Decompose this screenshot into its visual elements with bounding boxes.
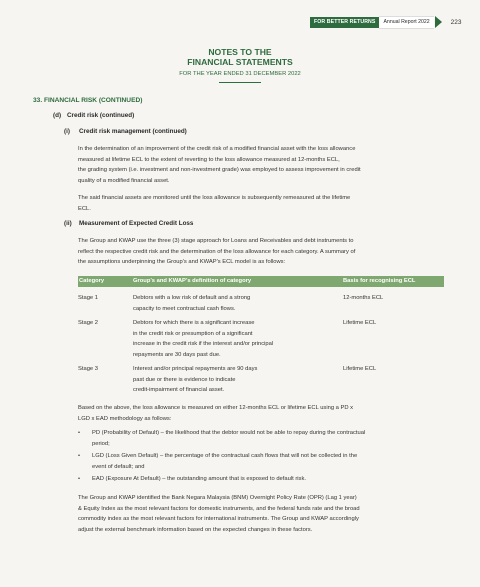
subsection-ii-heading: [64, 220, 193, 227]
table-cell-category: Stage 2: [78, 320, 98, 326]
page-title-line2: FINANCIAL STATEMENTS: [187, 57, 293, 67]
text-line: the assumptions underpinning the Group’s and KWAP’s ECL model is as follows:: [78, 259, 286, 265]
page-title-line1: NOTES TO THE: [208, 47, 272, 57]
header-report-title: Annual Report 2022: [379, 16, 433, 29]
list-item-text: [92, 451, 444, 472]
text-line: Debtors with a low risk of default and a strong: [133, 295, 251, 301]
table-cell-basis: Lifetime ECL: [343, 366, 377, 372]
subsection-d-title: Credit risk (continued): [67, 112, 135, 119]
text-line: The Group and KWAP use the three (3) stage approach for Loans and Receivables and debt instruments to: [78, 238, 354, 244]
subsection-d-heading: [53, 112, 134, 119]
subsection-ii-title: Measurement of Expected Credit Loss: [79, 220, 194, 227]
text-line: past due or there is evidence to indicate: [133, 376, 236, 383]
bullet-icon: •: [78, 476, 81, 482]
paragraph-modified-asset: [78, 144, 444, 186]
subsection-i-title: Credit risk management (continued): [79, 128, 187, 135]
section-heading: [33, 97, 142, 104]
section-number: 33.: [33, 97, 43, 104]
table-cell-definition: [133, 364, 333, 396]
text-line: ECL.: [78, 205, 91, 212]
text-line: EAD (Exposure At Default) – the outstanding amount that is exposed to default risk.: [92, 476, 306, 482]
text-line: Debtors for which there is a significant increase: [133, 320, 255, 326]
text-line: increase in the credit risk if the interest and/or principal: [133, 341, 274, 347]
table-header-category: Category: [79, 278, 105, 284]
text-line: quality of a modified financial asset.: [78, 177, 170, 184]
page-subtitle: FOR THE YEAR ENDED 31 DECEMBER 2022: [179, 71, 301, 77]
text-line: PD (Probability of Default) – the likelihood that the debtor would not be able to repay during the contractual: [92, 430, 366, 436]
text-line: & Equity Index as the most relevant factors for domestic instruments, and the federal funds rate and the broad: [78, 505, 360, 512]
bullet-icon: •: [78, 430, 81, 436]
text-line: capacity to meet contractual cash flows.: [133, 305, 236, 312]
running-header: [310, 15, 461, 29]
subsection-i-mark: (i): [64, 128, 70, 135]
table-header-row: [78, 276, 444, 287]
subsection-i-heading: [64, 128, 187, 135]
subsection-d-mark: (d): [53, 112, 62, 119]
list-item-text: [92, 474, 444, 485]
section-title: FINANCIAL RISK (CONTINUED): [44, 97, 143, 104]
text-line: measured at lifetime ECL to the extent of reverting to the loss allowance measured at 12-months ECL,: [78, 156, 340, 163]
table-cell-definition: [133, 293, 333, 314]
paragraph-monitoring: [78, 193, 444, 214]
text-line: LGD (Loss Given Default) – the percentage of the contractual cash flows that will not be collected in the: [92, 453, 358, 459]
paragraph-ecl-approach: [78, 236, 444, 268]
text-line: The Group and KWAP identified the Bank Negara Malaysia (BNM) Overnight Policy Rate (OPR) (Lag 1 year): [78, 495, 357, 501]
chevron-right-icon: [435, 16, 442, 28]
header-tagline: FOR BETTER RETURNS: [310, 17, 379, 28]
table-cell-category: Stage 3: [78, 366, 98, 372]
paragraph-benchmark-factors: [78, 493, 444, 535]
table-cell-basis: Lifetime ECL: [343, 320, 377, 326]
text-line: Interest and/or principal repayments are 90 days: [133, 366, 258, 372]
text-line: In the determination of an improvement of the credit risk of a modified financial asset with the loss allowance: [78, 146, 356, 152]
table-cell-basis: 12-months ECL: [343, 295, 384, 301]
text-line: LGD x EAD methodology as follows:: [78, 415, 172, 422]
text-line: The said financial assets are monitored until the loss allowance is subsequently remeasured at the lifetime: [78, 195, 351, 201]
table-header-basis: Basis for recognising ECL: [343, 278, 416, 284]
list-item-text: [92, 428, 444, 449]
table-cell-category: Stage 1: [78, 295, 98, 301]
text-line: commodity index as the most relevant factors for international instruments. The Group and KWAP accordingly: [78, 516, 359, 522]
table-cell-definition: [133, 318, 333, 360]
text-line: the grading system (i.e. investment and non-investment grade) was employed to assess improvement in credit: [78, 167, 361, 173]
text-line: credit-impairment of financial asset.: [133, 387, 225, 393]
ecl-stage-table: [78, 276, 444, 393]
text-line: reflect the respective credit risk and the determination of the loss allowance for each category. A summary of: [78, 248, 356, 255]
page-number: 223: [450, 18, 462, 26]
subsection-ii-mark: (ii): [64, 220, 72, 227]
paragraph-methodology: [78, 403, 444, 424]
bullet-icon: •: [78, 453, 81, 459]
text-line: event of default; and: [92, 463, 145, 470]
text-line: repayments are 30 days past due.: [133, 351, 221, 358]
title-divider: [219, 82, 261, 83]
text-line: period;: [92, 440, 110, 447]
text-line: adjust the external benchmark information based on the expected changes in these factors.: [78, 526, 313, 533]
table-header-definition: Group’s and KWAP’s definition of category: [133, 278, 252, 284]
text-line: Based on the above, the loss allowance is measured on either 12-months ECL or lifetime ECL using a PD x: [78, 405, 354, 411]
text-line: in the credit risk or presumption of a significant: [133, 330, 253, 337]
page-title: [0, 47, 480, 67]
